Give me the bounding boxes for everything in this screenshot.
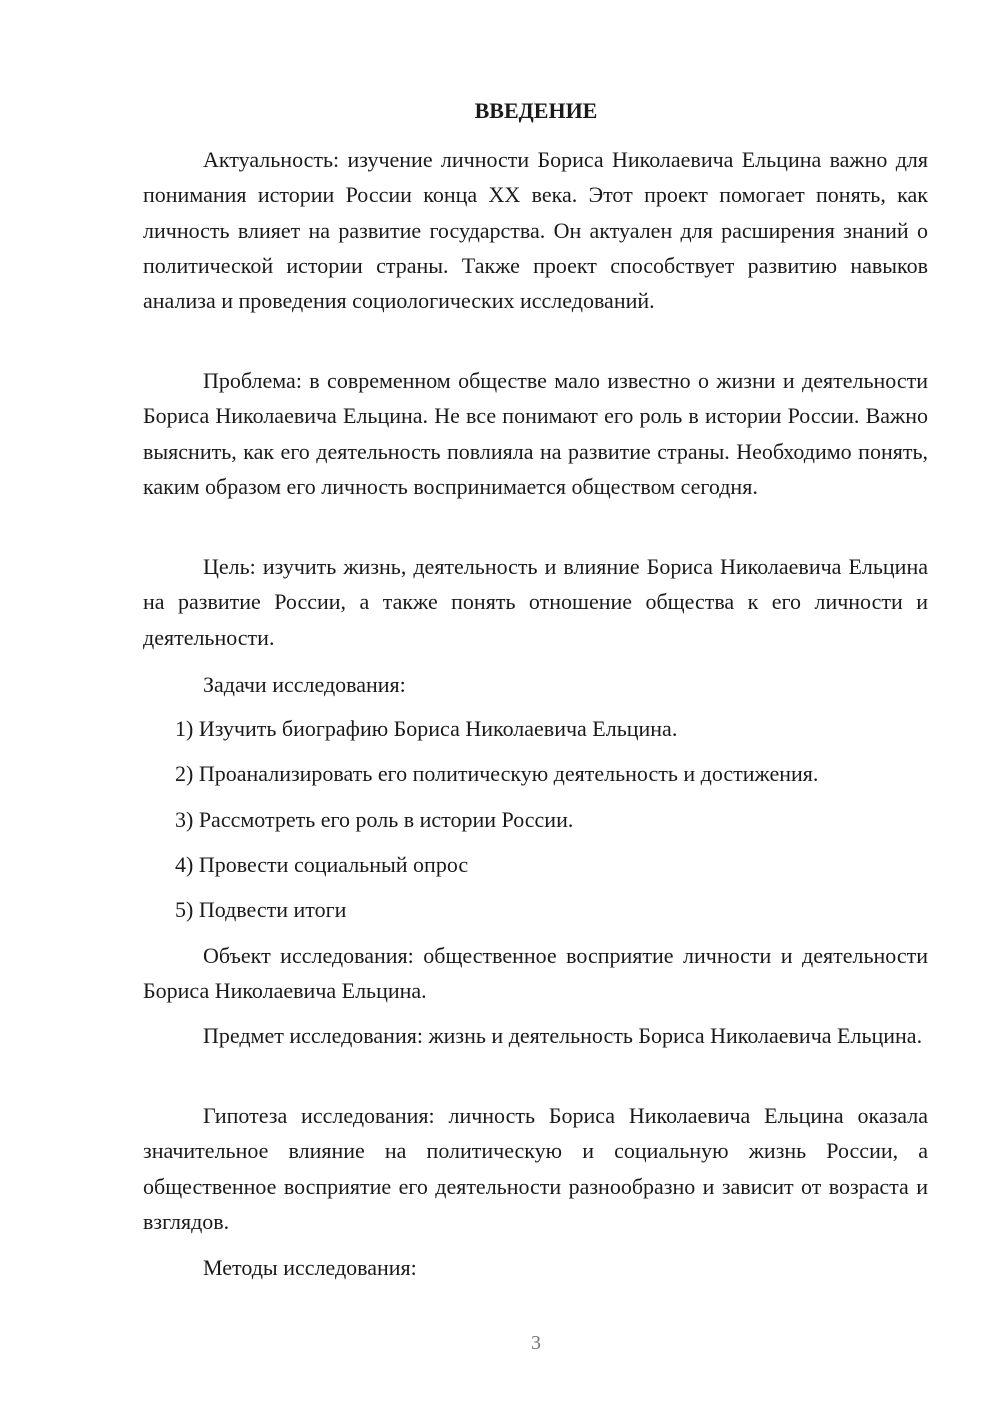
- task-item: 3) Рассмотреть его роль в истории России.: [175, 807, 574, 832]
- paragraph-goal: Цель: изучить жизнь, деятельность и влияние Бориса Николаевича Ельцина на развитие России, а также понять отношение общества к его личности и деятельности.: [143, 554, 928, 650]
- paragraph-hypothesis: Гипотеза исследования: личность Бориса Николаевича Ельцина оказала значительное влияние на политическую и социальную жизнь России, а общественное восприятие его деятельности разнообразно и зависит от возраста и взглядов.: [143, 1103, 928, 1234]
- paragraph-methods: Методы исследования:: [203, 1255, 417, 1280]
- task-item: 2) Проанализировать его политическую деятельность и достижения.: [175, 761, 819, 786]
- task-item: 5) Подвести итоги: [175, 897, 347, 922]
- paragraph-object: Объект исследования: общественное восприятие личности и деятельности Бориса Николаевича Ельцина.: [143, 943, 928, 1004]
- page-heading: ВВЕДЕНИЕ: [474, 98, 598, 123]
- page-number: 3: [531, 1332, 541, 1354]
- task-item: 4) Провести социальный опрос: [175, 852, 469, 877]
- paragraph-relevance: Актуальность: изучение личности Бориса Николаевича Ельцина важно для понимания истории России конца XX века. Этот проект помогает понять, как личность влияет на развитие государства. Он актуален для расширения знаний о политической истории страны. Также проект способствует развитию навыков анализа и проведения социологических исследований.: [143, 147, 928, 314]
- tasks-title: Задачи исследования:: [203, 672, 406, 697]
- paragraph-subject: Предмет исследования: жизнь и деятельность Бориса Николаевича Ельцина.: [203, 1023, 923, 1048]
- task-item: 1) Изучить биографию Бориса Николаевича Ельцина.: [175, 716, 678, 741]
- paragraph-problem: Проблема: в современном обществе мало известно о жизни и деятельности Бориса Николаевича Ельцина. Не все понимают его роль в истории России. Важно выяснить, как его деятельность повлияла на развитие страны. Необходимо понять, каким образом его личность воспринимается обществом сегодня.: [143, 368, 928, 499]
